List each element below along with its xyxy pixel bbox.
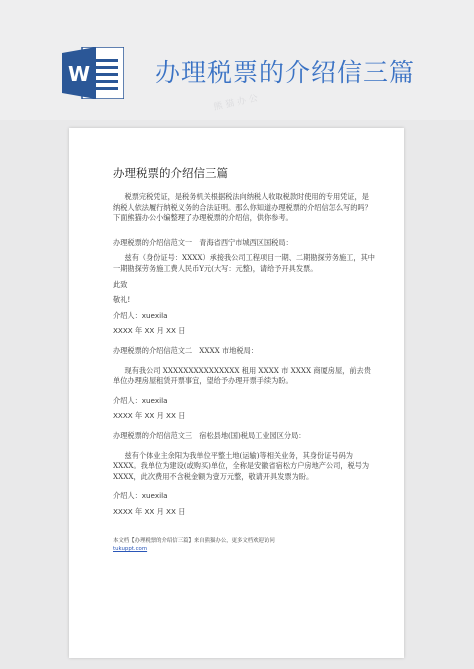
letter2-body: 现有我公司 XXXXXXXXXXXXXXX 租用 XXXX 市 XXXX 商厦房屋，前去贵单位办理房屋租赁开票事宜，望给予办理开票手续为盼。 — [113, 365, 371, 386]
letter3-date: XXXX 年 XX 月 XX 日 — [113, 506, 186, 516]
letter3-body: 兹有个体业主余阳为我单位平整土地(运输)等相关业务，其身份证号码为 XXXX。我单位为建设(或购买)单位，全称是安徽省宿松方户房地产公司，税号为 XXXX，此次费用不含税金额为壹万元整，敬请开具发票为盼。 — [113, 450, 370, 481]
letter2-introducer: 介绍人：xuexila — [113, 395, 168, 405]
document-body — [113, 192, 375, 517]
letter1-closing: 此致 — [113, 279, 128, 289]
letter1-salute: 敬礼! — [113, 295, 131, 305]
letter1-body: 兹有（身份证号：XXXX）承接我公司工程项目一期、二期勘探劳务施工，其中一期勘探劳务施工费人民币Y元(大写：元整)，请给予开具发票。 — [113, 253, 375, 273]
letter3-introducer: 介绍人：xuexila — [113, 491, 168, 501]
banner — [0, 0, 474, 120]
letter1-introducer: 介绍人：xuexila — [113, 310, 168, 320]
footer-text: 本文档【办理税票的介绍信三篇】来自熊猫办公，更多文档欢迎访问 — [113, 538, 275, 544]
watermark: 熊猫办公 — [212, 93, 262, 113]
document-page — [69, 128, 404, 658]
letter2-date: XXXX 年 XX 月 XX 日 — [113, 411, 186, 421]
word-document-icon — [62, 47, 124, 99]
document-footer — [113, 537, 363, 553]
letter1-date: XXXX 年 XX 月 XX 日 — [113, 326, 186, 336]
intro-paragraph: 税票完税凭证，是税务机关根据税法向纳税人收取税款时使用的专用凭证，是纳税人依法履行纳税义务的合法证明。那么你知道办理税票的介绍信怎么写的吗？下面熊猫办公小编整理了办理税票的介绍信，供你参考。 — [113, 192, 372, 223]
banner-title: 办理税票的介绍信三篇 — [155, 58, 416, 87]
letter2-heading: 办理税票的介绍信范文二 XXXX 市地税局： — [113, 345, 258, 355]
svg-text:W: W — [67, 62, 91, 86]
footer-link[interactable]: tukuppt.com — [113, 546, 148, 552]
letter1-heading: 办理税票的介绍信范文一 青海省西宁市城西区国税局： — [113, 237, 293, 247]
letter3-heading: 办理税票的介绍信范文三 宿松县地(国)税局工业园区分局： — [113, 430, 306, 440]
document-title: 办理税票的介绍信三篇 — [113, 166, 228, 180]
